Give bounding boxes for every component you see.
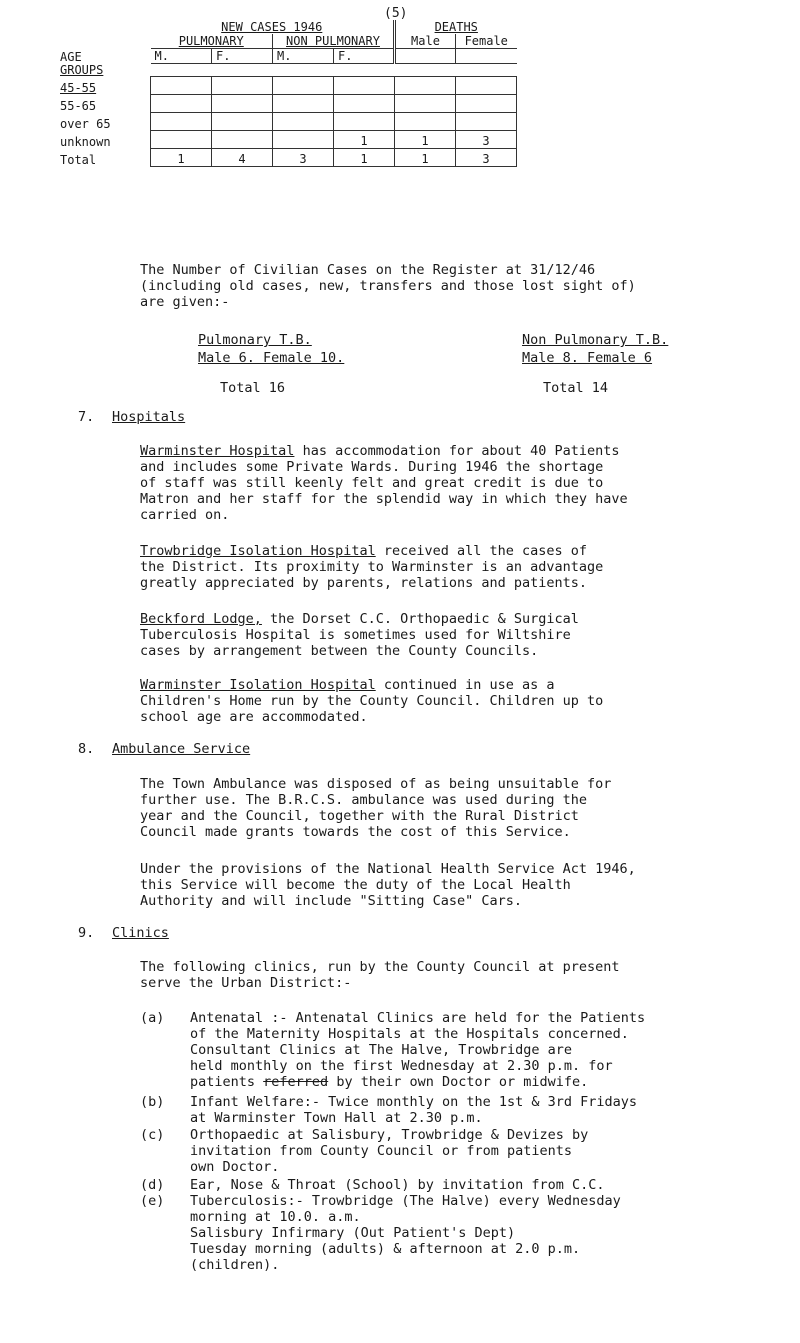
groups-label: GROUPS — [60, 62, 104, 77]
clinic-c-text: Orthopaedic at Salisbury, Trowbridge & Devizes by invitation from County Council or from patients own Doctor. — [190, 1127, 589, 1175]
age-label: AGE — [60, 49, 82, 64]
section-7-title: Hospitals — [112, 409, 186, 425]
warminster-isolation-paragraph: Warminster Isolation Hospital continued in use as a Children's Home run by the County Council. Children up to school age are accommodated. — [140, 677, 604, 725]
table-row: 45-55 — [60, 77, 517, 95]
table-row: over 65 — [60, 113, 517, 131]
warminster-hospital-paragraph: Warminster Hospital has accommodation for about 40 Patients and includes some Private Wards. During 1946 the shortage of staff was still keenly felt and great credit is due to Matron and her staff for the splendid way in which they have carried on. — [140, 443, 628, 523]
warminster-isolation-heading: Warminster Isolation Hospital — [140, 677, 376, 693]
pulmonary-m-header: M. — [151, 49, 212, 64]
clinic-d-text: Ear, Nose & Throat (School) by invitation from C.C. — [190, 1177, 605, 1193]
deaths-title: DEATHS — [434, 20, 478, 34]
pulmonary-tb-total: Total 16 — [220, 380, 286, 396]
non-pulmonary-tb-total: Total 14 — [543, 380, 609, 396]
pulmonary-header: PULMONARY — [178, 34, 244, 48]
clinic-e-letter: (e) — [140, 1193, 165, 1209]
table-row: 55-65 — [60, 95, 517, 113]
clinic-b-text: Infant Welfare:- Twice monthly on the 1st & 3rd Fridays at Warminster Town Hall at 2.30 p.m. — [190, 1094, 638, 1126]
pulmonary-f-header: F. — [212, 49, 273, 64]
warminster-hospital-heading: Warminster Hospital — [140, 443, 295, 459]
register-intro: The Number of Civilian Cases on the Register at 31/12/46 (including old cases, new, transfers and those lost sight of) are given:- — [140, 262, 636, 310]
clinic-d-letter: (d) — [140, 1177, 165, 1193]
trowbridge-isolation-paragraph: Trowbridge Isolation Hospital received all the cases of the District. Its proximity to Warminster is an advantage greatly appreciated by parents, relations and patients. — [140, 543, 604, 591]
clinic-a-letter: (a) — [140, 1010, 165, 1026]
pulmonary-tb-counts: Male 6. Female 10. — [198, 350, 345, 366]
non-pulmonary-tb-heading: Non Pulmonary T.B. — [522, 332, 669, 348]
section-8-title: Ambulance Service — [112, 741, 251, 757]
section-9-title: Clinics — [112, 925, 169, 941]
beckford-lodge-heading: Beckford Lodge, — [140, 611, 262, 627]
new-cases-table — [60, 20, 517, 167]
section-8-number: 8. — [78, 741, 95, 757]
beckford-lodge-paragraph: Beckford Lodge, the Dorset C.C. Orthopaedic & Surgical Tuberculosis Hospital is sometimes used for Wiltshire cases by arrangement between the County Councils. — [140, 611, 579, 659]
non-pulmonary-header: NON PULMONARY — [286, 34, 380, 48]
page-number: (5) — [384, 6, 408, 21]
section-9-number: 9. — [78, 925, 95, 941]
trowbridge-isolation-heading: Trowbridge Isolation Hospital — [140, 543, 376, 559]
ambulance-paragraph-1: The Town Ambulance was disposed of as being unsuitable for further use. The B.R.C.S. ambulance was used during the year and the Council, together with the Rural District Council made grants towards the cost of this Service. — [140, 776, 612, 840]
non-pulmonary-tb-counts: Male 8. Female 6 — [522, 350, 653, 366]
new-cases-title: NEW CASES 1946 — [221, 20, 323, 34]
table-row: unknown 1 1 3 — [60, 131, 517, 149]
clinic-a-text: Antenatal :- Antenatal Clinics are held for the Patients of the Maternity Hospitals at the Hospitals concerned. Consultant Clinics at The Halve, Trowbridge are held monthly on the first Wednesday at 2.30 p.m. for patients referred by their own Doctor or midwife. — [190, 1010, 646, 1090]
non-pulmonary-f-header: F. — [334, 49, 395, 64]
clinic-b-letter: (b) — [140, 1094, 165, 1110]
table-row-total: Total 1 4 3 1 1 3 — [60, 149, 517, 167]
struck-word: referred — [263, 1074, 329, 1090]
clinic-c-letter: (c) — [140, 1127, 165, 1143]
ambulance-paragraph-2: Under the provisions of the National Health Service Act 1946, this Service will become the duty of the Local Health Authority and will include "Sitting Case" Cars. — [140, 861, 636, 909]
section-7-number: 7. — [78, 409, 95, 425]
clinics-intro: The following clinics, run by the County Council at present serve the Urban District:- — [140, 959, 620, 991]
non-pulmonary-m-header: M. — [273, 49, 334, 64]
male-header: Male — [395, 34, 456, 49]
pulmonary-tb-heading: Pulmonary T.B. — [198, 332, 312, 348]
clinic-e-text: Tuberculosis:- Trowbridge (The Halve) every Wednesday morning at 10.0. a.m. Salisbury Infirmary (Out Patient's Dept) Tuesday morning (adults) & afternoon at 2.0 p.m. (children). — [190, 1193, 621, 1273]
female-header: Female — [456, 34, 517, 49]
